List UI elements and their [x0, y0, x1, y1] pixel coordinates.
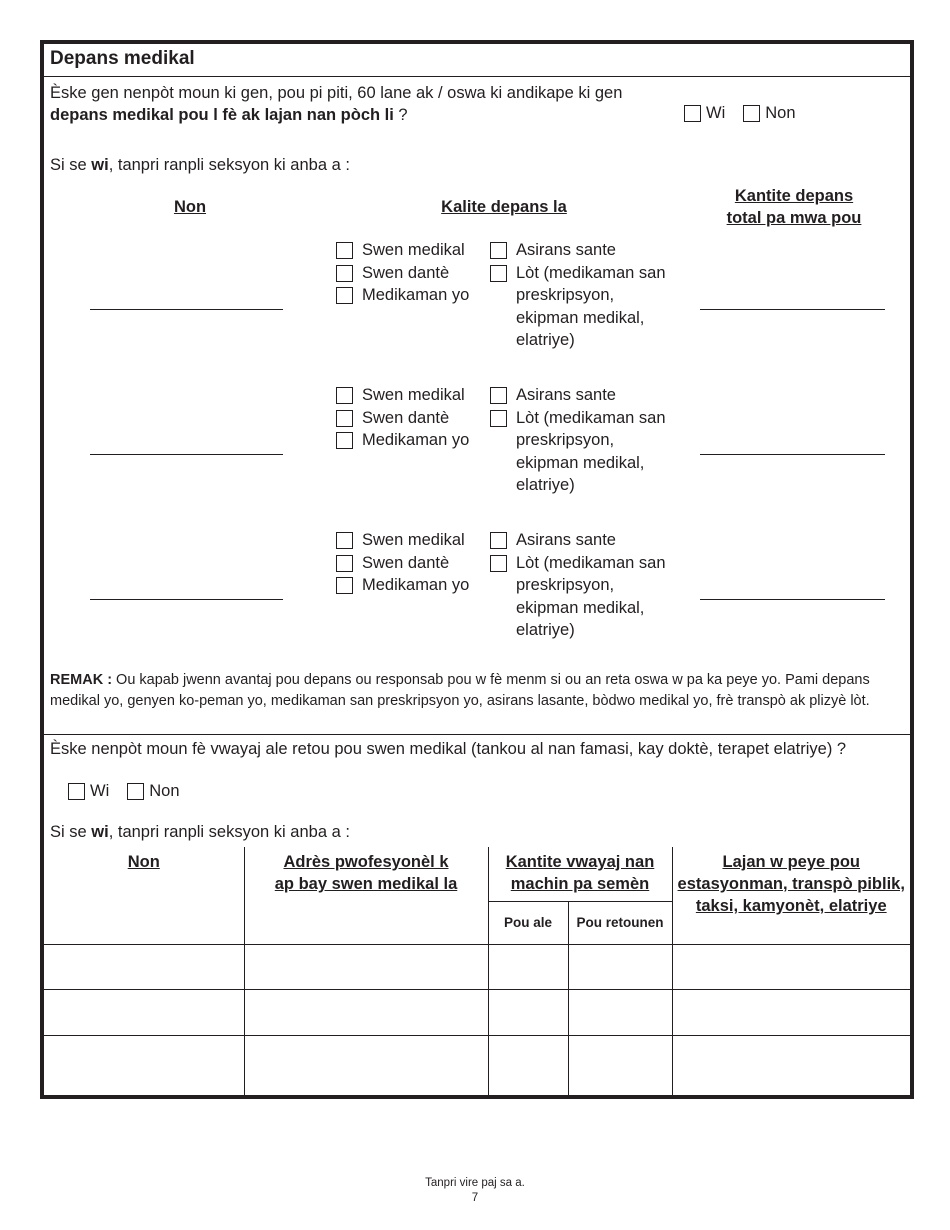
cell-return[interactable] — [568, 1035, 672, 1095]
instructions-2: Si se wi, tanpri ranpli seksyon ki anba a : — [50, 823, 350, 841]
option-swen-medikal[interactable]: Swen medikal — [336, 239, 512, 262]
expense-type-options-right — [490, 239, 666, 352]
option-medikaman[interactable]: Medikaman yo — [336, 284, 512, 307]
cell-go[interactable] — [488, 944, 568, 989]
checkbox[interactable] — [336, 577, 353, 594]
expense-col-type: Kalite depans la — [441, 198, 567, 216]
table-row — [44, 944, 910, 989]
cell-go[interactable] — [488, 1035, 568, 1095]
option-swen-medikal[interactable]: Swen medikal — [336, 384, 512, 407]
checkbox[interactable] — [490, 532, 507, 549]
q2-no-checkbox[interactable] — [127, 783, 144, 800]
expense-total-field[interactable] — [700, 309, 885, 310]
cell-name[interactable] — [44, 989, 244, 1035]
cell-paid[interactable] — [672, 989, 910, 1035]
checkbox[interactable] — [490, 410, 507, 427]
cell-name[interactable] — [44, 1035, 244, 1095]
expense-total-field[interactable] — [700, 599, 885, 600]
expense-name-field[interactable] — [90, 454, 283, 455]
option-lot[interactable]: Lòt (medikaman san preskripsyon, ekipman medikal, elatriye) — [490, 262, 666, 352]
option-lot[interactable]: Lòt (medikaman san preskripsyon, ekipman medikal, elatriye) — [490, 552, 666, 642]
travel-col-paid: Lajan w peye pou estasyonman, transpò piblik, taksi, kamyonèt, elatriye — [672, 847, 910, 944]
question-medical-expenses: Èske gen nenpòt moun ki gen, pou pi piti, 60 lane ak / oswa ki andikape ki gen depans medikal pou l fè ak lajan nan pòch li ? — [50, 84, 623, 124]
travel-col-trips: Kantite vwayaj nan machin pa semèn — [488, 847, 672, 901]
option-swen-dante[interactable]: Swen dantè — [336, 262, 512, 285]
checkbox[interactable] — [336, 265, 353, 282]
cell-address[interactable] — [244, 944, 488, 989]
checkbox[interactable] — [490, 555, 507, 572]
q2-no-label: Non — [149, 782, 180, 800]
expense-type-options-left — [336, 529, 512, 597]
checkbox[interactable] — [336, 410, 353, 427]
checkbox[interactable] — [490, 265, 507, 282]
footer-note: Tanpri vire paj sa a. — [425, 1177, 525, 1189]
checkbox[interactable] — [490, 387, 507, 404]
travel-col-address: Adrès pwofesyonèl k ap bay swen medikal la — [244, 847, 488, 944]
option-lot[interactable]: Lòt (medikaman san preskripsyon, ekipman medikal, elatriye) — [490, 407, 666, 497]
cell-paid[interactable] — [672, 944, 910, 989]
cell-return[interactable] — [568, 944, 672, 989]
checkbox[interactable] — [336, 287, 353, 304]
expense-total-field[interactable] — [700, 454, 885, 455]
page-number: 7 — [471, 1192, 479, 1204]
option-asirans-sante[interactable]: Asirans sante — [490, 239, 666, 262]
option-swen-medikal[interactable]: Swen medikal — [336, 529, 512, 552]
q1-yes-label: Wi — [706, 104, 726, 122]
travel-subcol-go: Pou ale — [488, 901, 568, 944]
expense-type-options-right — [490, 529, 666, 642]
option-asirans-sante[interactable]: Asirans sante — [490, 529, 666, 552]
divider — [44, 76, 910, 77]
question-medical-travel: Èske nenpòt moun fè vwayaj ale retou pou swen medikal (tankou al nan famasi, kay doktè, terapet elatriye) ? — [50, 740, 847, 758]
option-swen-dante[interactable]: Swen dantè — [336, 552, 512, 575]
expense-type-options-left — [336, 384, 512, 452]
medical-expenses-section — [40, 40, 914, 1099]
cell-name[interactable] — [44, 944, 244, 989]
option-asirans-sante[interactable]: Asirans sante — [490, 384, 666, 407]
cell-paid[interactable] — [672, 1035, 910, 1095]
expense-col-name: Non — [173, 198, 207, 216]
checkbox[interactable] — [336, 387, 353, 404]
option-medikaman[interactable]: Medikaman yo — [336, 429, 512, 452]
q1-no-label: Non — [765, 104, 796, 122]
divider — [44, 734, 910, 735]
travel-subcol-return: Pou retounen — [568, 901, 672, 944]
remark-note: REMAK : Ou kapab jwenn avantaj pou depans ou responsab pou w fè menm si ou an reta oswa w pa ka peye yo. Pami depans medikal yo, genyen ko-peman yo, medikaman san preskripsyon yo, asirans lasante, bòdwo medikal yo, frè transpò ak plizyè lòt. — [50, 672, 870, 709]
expense-type-options-right — [490, 384, 666, 497]
checkbox[interactable] — [336, 532, 353, 549]
table-row — [44, 1035, 910, 1095]
cell-return[interactable] — [568, 989, 672, 1035]
travel-table — [44, 847, 910, 1095]
checkbox[interactable] — [490, 242, 507, 259]
q1-yes-checkbox[interactable] — [684, 105, 701, 122]
cell-address[interactable] — [244, 1035, 488, 1095]
expense-name-field[interactable] — [90, 599, 283, 600]
q2-yes-checkbox[interactable] — [68, 783, 85, 800]
travel-col-name: Non — [44, 847, 244, 944]
q2-yes-label: Wi — [90, 782, 110, 800]
q1-yes-no — [684, 104, 814, 123]
option-medikaman[interactable]: Medikaman yo — [336, 574, 512, 597]
checkbox[interactable] — [336, 242, 353, 259]
expense-name-field[interactable] — [90, 309, 283, 310]
cell-address[interactable] — [244, 989, 488, 1035]
expense-col-total: Kantite depans total pa mwa pou — [726, 187, 862, 227]
cell-go[interactable] — [488, 989, 568, 1035]
expense-type-options-left — [336, 239, 512, 307]
option-swen-dante[interactable]: Swen dantè — [336, 407, 512, 430]
instructions-1: Si se wi, tanpri ranpli seksyon ki anba a : — [50, 156, 350, 174]
checkbox[interactable] — [336, 432, 353, 449]
section-title: Depans medikal — [50, 48, 195, 69]
q2-yes-no — [68, 782, 198, 801]
q1-no-checkbox[interactable] — [743, 105, 760, 122]
table-row — [44, 989, 910, 1035]
checkbox[interactable] — [336, 555, 353, 572]
